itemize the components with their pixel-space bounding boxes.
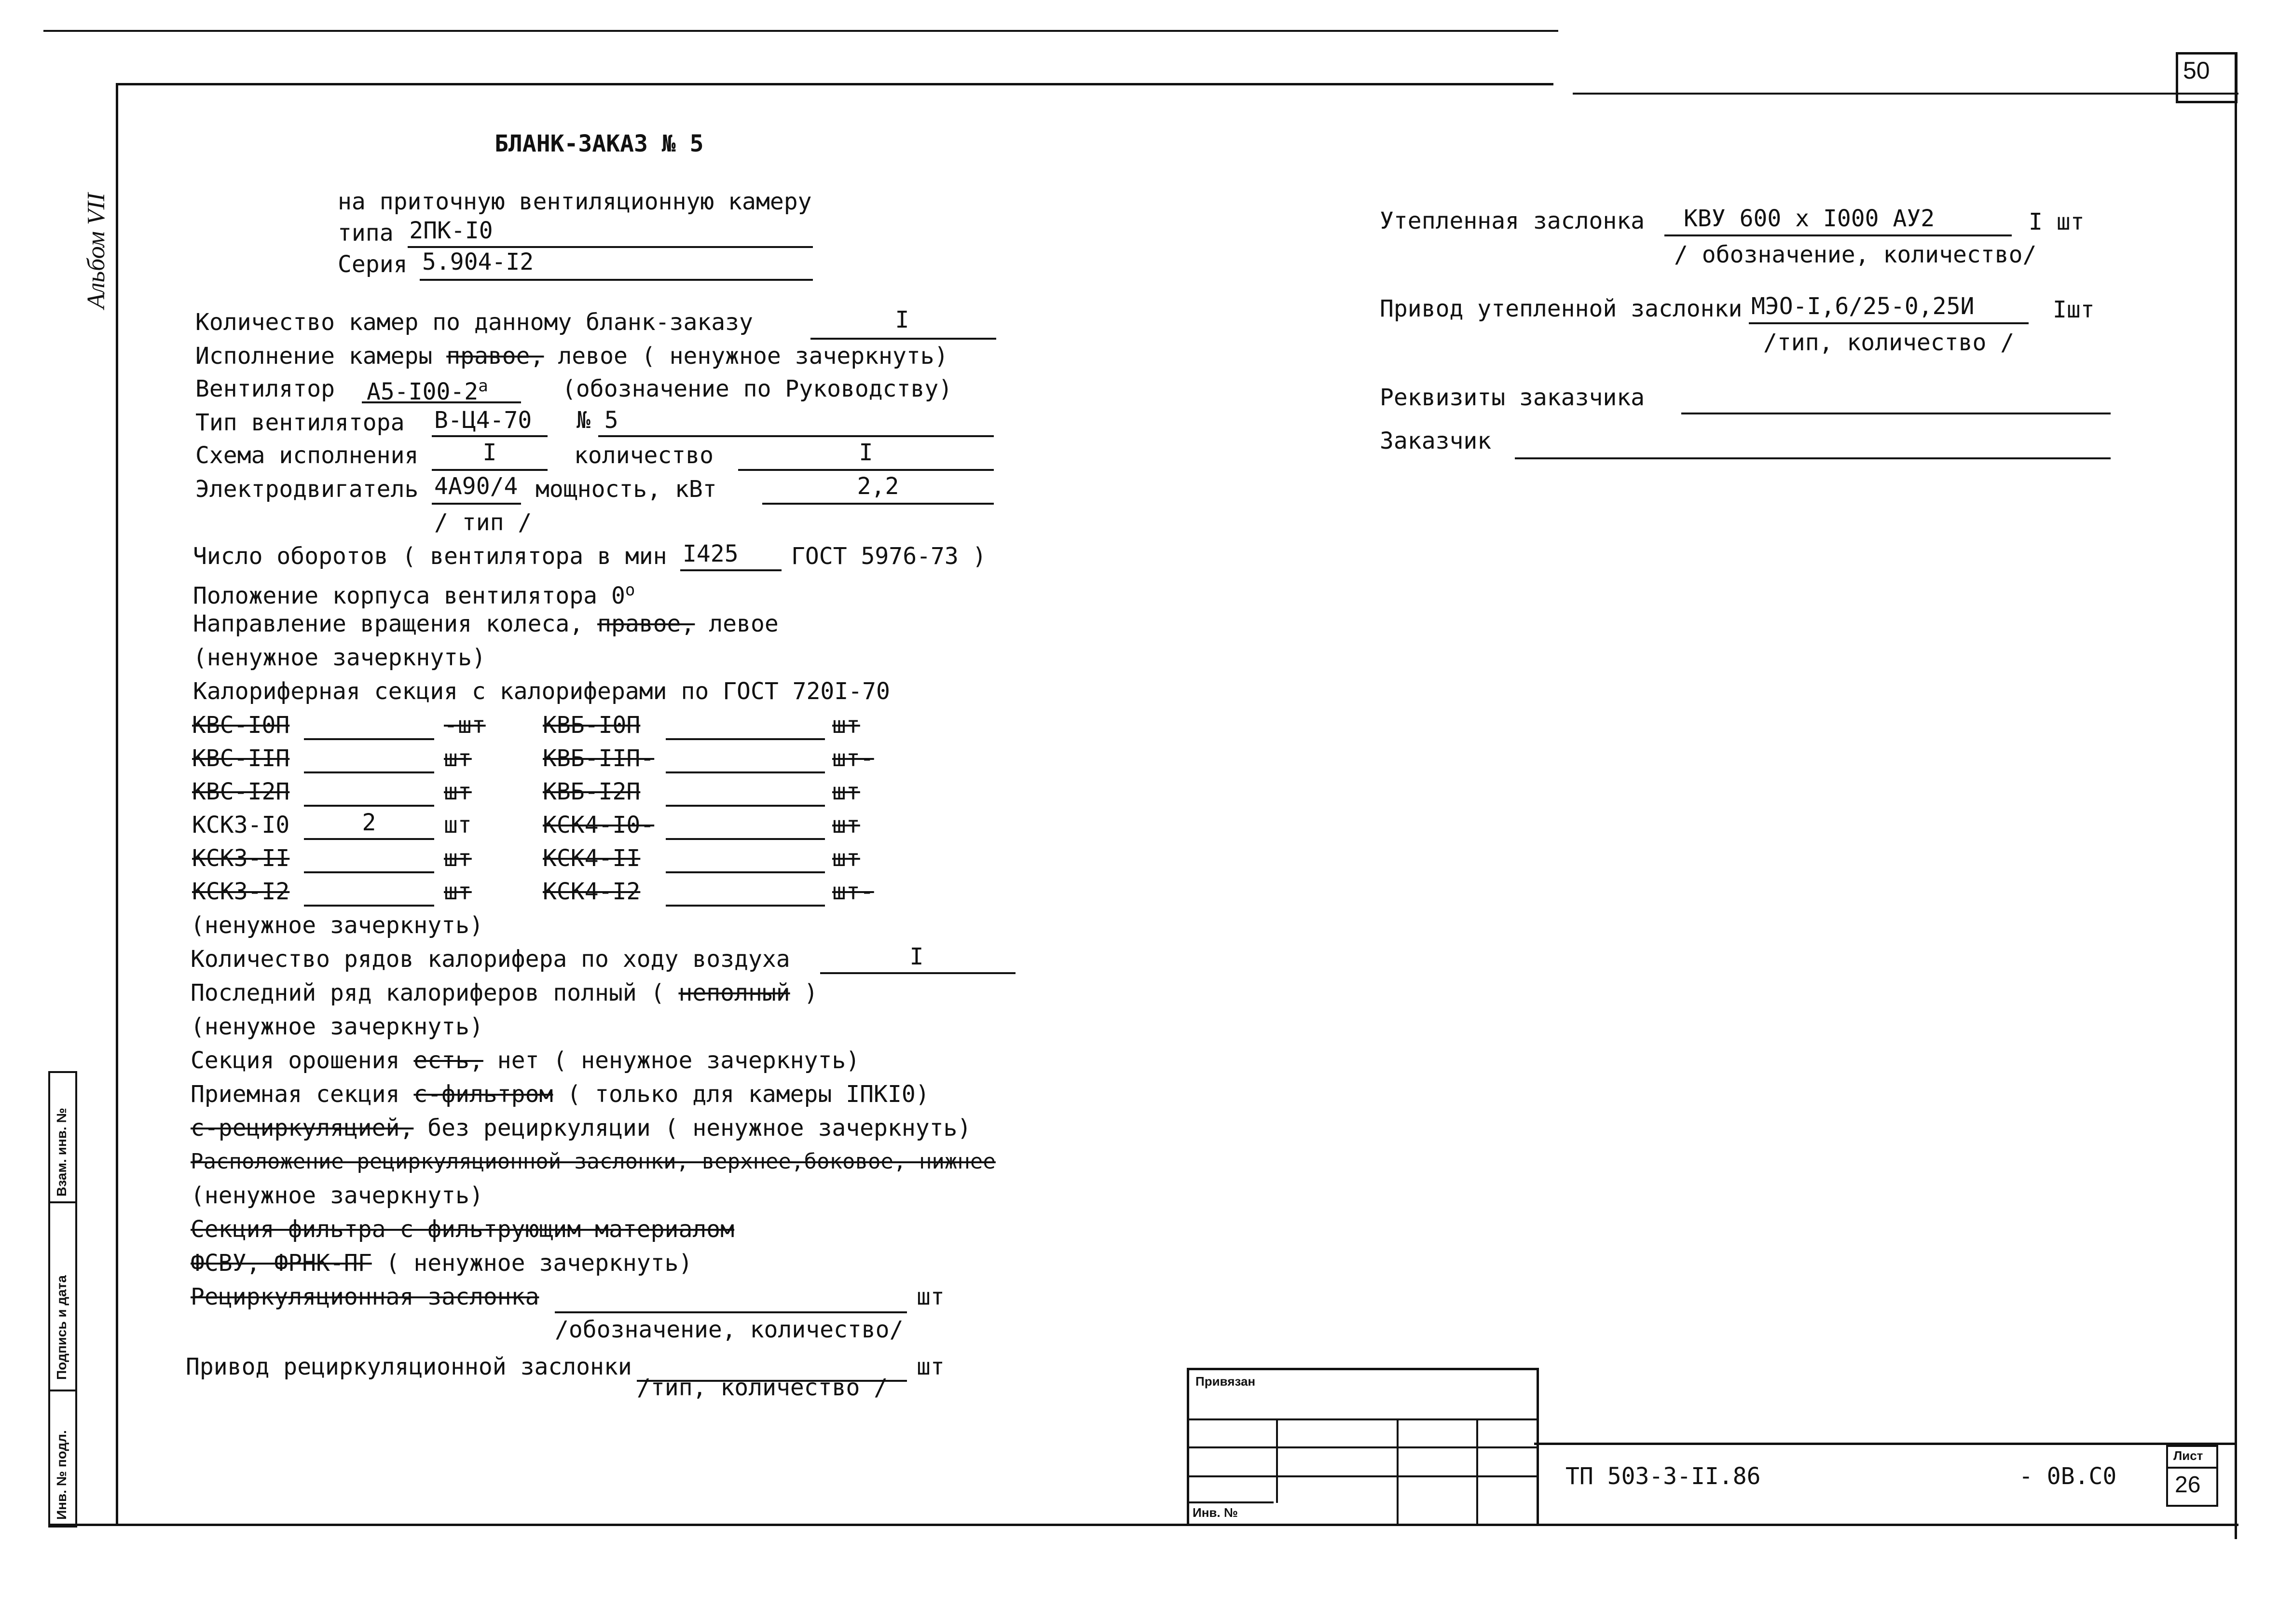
calor-a-unit: шт (444, 745, 472, 772)
rot-line: Направление вращения колеса, правое, левое (193, 610, 779, 637)
calor-a-unit: шт (444, 845, 472, 872)
fan-value: $А5-I00-2^а$ (367, 376, 488, 405)
page-number: 50 (2183, 57, 2210, 84)
side-cell-replace-inv: Взам. инв. № (54, 1108, 69, 1197)
count-value: I (859, 439, 873, 466)
calor-b-unit: шт- (832, 745, 874, 772)
filter-line2: ФСВУ, ФРНК-ПГ ( ненужное зачеркнуть) (191, 1250, 693, 1277)
scheme-value: I (482, 439, 497, 466)
drive-label: Привод утепленной заслонки (1380, 295, 1743, 322)
fantype-no-underline (598, 435, 994, 437)
top-rule (43, 30, 1558, 32)
rows-value: I (909, 943, 924, 970)
rows-underline (820, 972, 1016, 974)
calor-b-name: КВБ-I0П (543, 712, 641, 739)
sheet-box-divider (2166, 1467, 2218, 1469)
damper-value: КВУ 600 х I000 АУ2 (1684, 205, 1935, 232)
fan-underline (362, 401, 521, 403)
recdamp-underline (555, 1311, 907, 1313)
motor-label: Электродвигатель (195, 476, 419, 503)
attach-hline2 (1187, 1446, 1537, 1448)
sheet-number: 26 (2175, 1472, 2201, 1498)
count-label: количество (574, 442, 714, 469)
calor-b-underline (666, 771, 825, 773)
calor-a-underline (304, 738, 434, 740)
power-label: мощность, кВт (535, 476, 717, 503)
recdrive-unit: шт (917, 1353, 945, 1380)
rpm-value: I425 (683, 540, 739, 567)
header-line1: на приточную вентиляционную камеру (338, 188, 812, 215)
calor-a-name: КСК3-I2 (192, 878, 290, 905)
rpm-gost: ГОСТ 5976-73 ) (791, 543, 987, 570)
attach-hline1 (1187, 1418, 1537, 1420)
recv-line2: с-рециркуляцией, без рециркуляции ( ненужное зачеркнуть) (191, 1115, 972, 1142)
attach-hline3 (1187, 1475, 1537, 1477)
sheet-label: Лист (2173, 1448, 2203, 1463)
damper-underline (1664, 234, 2012, 236)
attach-vline2 (1397, 1418, 1399, 1524)
calor-a-name: КВС-I0П (192, 712, 290, 739)
titleblock-top (1534, 1443, 2235, 1445)
drive-value: МЭО-I,6/25-0,25И (1751, 293, 1975, 320)
fantype-no: № 5 (577, 407, 618, 434)
location-line: Расположение рециркуляционной заслонки, верхнее,боковое, нижнее (191, 1149, 996, 1174)
form-title: БЛАНК-ЗАКАЗ № 5 (494, 130, 704, 157)
calor-b-unit: шт (832, 845, 860, 872)
series-underline (420, 279, 813, 281)
calor-a-underline (304, 871, 434, 873)
type-value: 2ПК-I0 (409, 217, 493, 244)
drive-sub: /тип, количество / (1763, 329, 2015, 356)
power-value: 2,2 (857, 473, 899, 500)
calor-b-underline (666, 905, 825, 907)
pos-line: Положение корпуса вентилятора $0^о$ (193, 580, 635, 609)
recv-line1: Приемная секция с-фильтром ( только для камеры IПКI0) (191, 1081, 930, 1108)
recdrive-label: Привод рециркуляционной заслонки (186, 1353, 632, 1380)
requisites-underline (1681, 413, 2111, 414)
motor-sub: / тип / (434, 509, 532, 536)
calor-b-name: КСК4-I2 (543, 878, 641, 905)
damper-label: Утепленная заслонка (1380, 207, 1645, 234)
drive-underline (1749, 322, 2029, 324)
calor-b-name: КСК4-I0- (543, 812, 655, 839)
calor-a-unit: шт (444, 778, 472, 805)
series-value: 5.904-I2 (422, 248, 534, 275)
qty-label: Количество камер по данному бланк-заказу (195, 309, 753, 336)
recdamp-label: Рециркуляционная заслонка (191, 1283, 539, 1310)
inv-label: Инв. № (1193, 1505, 1238, 1520)
rows-label: Количество рядов калорифера по ходу воздуха (191, 946, 790, 973)
top-rule-right (1573, 93, 2238, 95)
calor-b-name: КВБ-I2П (543, 778, 641, 805)
fan-note: (обозначение по Руководству) (562, 375, 953, 402)
frame-right (2235, 53, 2237, 1539)
recdamp-unit: шт (917, 1283, 945, 1310)
calor-a-underline (304, 805, 434, 807)
side-div1 (48, 1201, 75, 1203)
fan-label: Вентилятор (195, 375, 335, 402)
qty-underline (810, 338, 996, 340)
calor-b-name: КСК4-II (543, 845, 641, 872)
calor-a-unit: шт (444, 812, 472, 839)
calor-b-underline (666, 738, 825, 740)
doc-mark: - 0В.С0 (2019, 1463, 2117, 1490)
calor-b-underline (666, 871, 825, 873)
album-mark: Альбом VII (82, 193, 110, 309)
fantype-label: Тип вентилятора (195, 409, 405, 436)
motor-underline (432, 503, 521, 505)
calor-a-name: КСК3-II (192, 845, 290, 872)
calor-a-unit: -шт (444, 712, 486, 739)
calor-b-unit: шт- (832, 878, 874, 905)
calor-b-unit: шт (832, 778, 860, 805)
calor-a-underline (304, 771, 434, 773)
type-label: типа (338, 220, 394, 247)
customer-underline (1515, 457, 2111, 459)
calor-a-name: КСК3-I0 (192, 812, 290, 839)
motor-value: 4А90/4 (434, 473, 518, 500)
calor-a-underline (304, 838, 434, 840)
rpm-label: Число оборотов ( вентилятора в мин (193, 543, 667, 570)
calor-title: Калориферная секция с калориферами по ГОСТ 720I-70 (193, 678, 890, 705)
scheme-label: Схема исполнения (195, 442, 419, 469)
unneeded-note-3: (ненужное зачеркнуть) (191, 1013, 483, 1040)
damper-qty: I шт (2029, 208, 2085, 235)
drive-qty: Iшт (2053, 296, 2095, 323)
requisites-label: Реквизиты заказчика (1380, 384, 1645, 411)
calor-b-underline (666, 838, 825, 840)
scheme-underline (432, 469, 548, 471)
rpm-underline (680, 569, 782, 571)
fantype-value: В-Ц4-70 (434, 407, 532, 434)
last-row-line: Последний ряд калориферов полный ( неполный ) (191, 979, 818, 1006)
attach-vline1 (1276, 1418, 1278, 1503)
side-cell-inv-orig: Инв. № подл. (54, 1430, 69, 1520)
calor-b-unit: шт (832, 812, 860, 839)
customer-label: Заказчик (1380, 427, 1492, 454)
calor-a-underline (304, 905, 434, 907)
attach-vline3 (1476, 1418, 1478, 1524)
calor-a-unit: шт (444, 878, 472, 905)
unneeded-note-4: (ненужное зачеркнуть) (191, 1182, 483, 1209)
recdamp-sub: /обозначение, количество/ (555, 1316, 904, 1343)
type-underline (408, 246, 813, 248)
calor-a-name: КВС-I2П (192, 778, 290, 805)
exec-line: Исполнение камеры правое, левое ( ненужное зачеркнуть) (195, 343, 948, 370)
unneeded-note-1: (ненужное зачеркнуть) (193, 644, 486, 671)
power-underline (762, 503, 994, 505)
damper-sub: / обозначение, количество/ (1674, 241, 2037, 268)
side-cell-signature: Подпись и дата (54, 1275, 69, 1380)
calor-b-name: КВБ-IIП- (543, 745, 655, 772)
calor-b-unit: шт (832, 712, 860, 739)
calor-a-value: 2 (362, 809, 376, 836)
frame-bottom (48, 1524, 2238, 1526)
spray-line: Секция орошения есть, нет ( ненужное зачеркнуть) (191, 1047, 860, 1074)
side-div2 (48, 1390, 75, 1391)
frame-top (116, 83, 1553, 85)
recdrive-sub: /тип, количество / (637, 1374, 888, 1401)
count-underline (738, 469, 994, 471)
filter-line1: Секция фильтра с фильтрующим материалом (191, 1216, 735, 1243)
calor-a-name: КВС-IIП (192, 745, 290, 772)
attach-label: Привязан (1195, 1374, 1256, 1389)
fantype-underline (432, 435, 548, 437)
qty-value: I (895, 306, 909, 333)
series-label: Серия (338, 251, 408, 278)
calor-b-underline (666, 805, 825, 807)
unneeded-note-2: (ненужное зачеркнуть) (191, 912, 483, 939)
attach-hline4 (1187, 1501, 1274, 1503)
frame-left (116, 83, 118, 1526)
doc-code: ТП 503-3-II.86 (1565, 1463, 1761, 1490)
